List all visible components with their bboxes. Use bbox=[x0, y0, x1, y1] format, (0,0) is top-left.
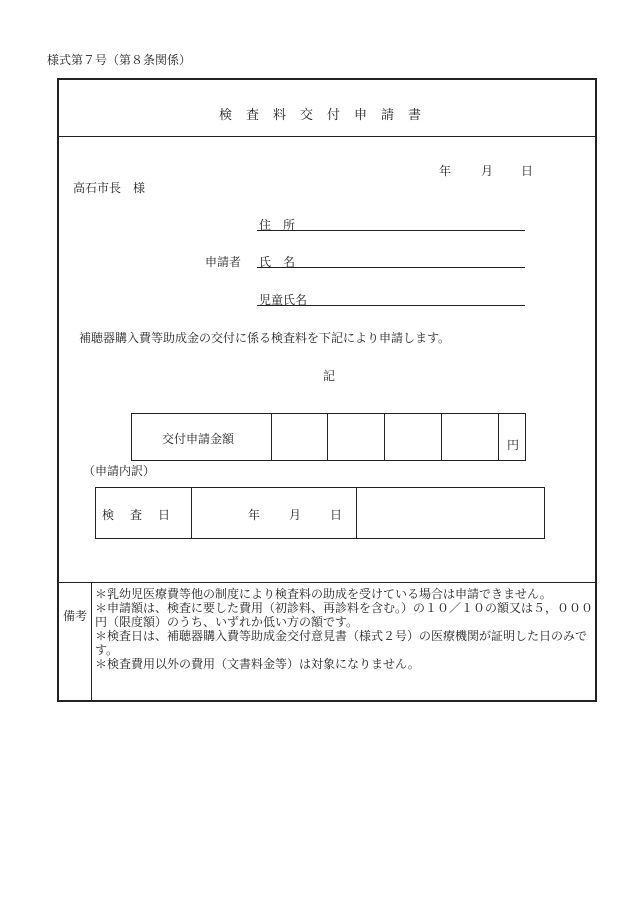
applicant-role-label: 申請者 bbox=[205, 255, 242, 269]
amount-digit-cell[interactable] bbox=[385, 414, 442, 460]
exam-divider-1 bbox=[191, 488, 192, 538]
exam-year-label: 年 bbox=[248, 508, 261, 522]
ki-label: 記 bbox=[323, 369, 336, 383]
child-name-label: 児童氏名 bbox=[259, 293, 308, 307]
note-item: ＊検査日は、補聴器購入費等助成金交付意見書（様式２号）の医療機関が証明した日のみです。 bbox=[95, 629, 588, 657]
exam-month-label: 月 bbox=[289, 508, 302, 522]
note-item: ＊検査費用以外の費用（文書料金等）は対象になりません。 bbox=[95, 657, 420, 671]
amount-digit-cell[interactable] bbox=[442, 414, 499, 460]
request-statement: 補聴器購入費等助成金の交付に係る検査料を下記により申請します。 bbox=[79, 331, 451, 345]
form-frame bbox=[57, 78, 597, 702]
date-month-label: 月 bbox=[481, 164, 494, 178]
name-label: 氏 名 bbox=[259, 255, 296, 269]
form-title: 検査料交付申請書 bbox=[218, 108, 435, 123]
title-row bbox=[59, 80, 595, 137]
exam-table bbox=[95, 487, 545, 539]
form-number-label: 様式第７号（第８条関係） bbox=[47, 53, 192, 67]
amount-label: 交付申請金額 bbox=[162, 432, 235, 446]
exam-divider-2 bbox=[356, 488, 357, 538]
name-field[interactable] bbox=[257, 267, 525, 268]
note-item: ＊申請額は、検査に要した費用（初診料、再診料を含む。）の１０／１０の額又は５，０００円（限度額）のうち、いずれか低い方の額です。 bbox=[95, 601, 594, 629]
amount-digit-cell[interactable] bbox=[271, 414, 328, 460]
date-day-label: 日 bbox=[521, 164, 534, 178]
notes-divider bbox=[91, 583, 92, 702]
address-label: 住 所 bbox=[259, 218, 296, 232]
child-name-field[interactable] bbox=[257, 305, 525, 306]
addressee: 高石市長 様 bbox=[73, 181, 146, 195]
amount-digit-cell[interactable] bbox=[328, 414, 385, 460]
breakdown-label: （申請内訳） bbox=[83, 464, 156, 478]
address-field[interactable] bbox=[257, 230, 525, 231]
date-year-label: 年 bbox=[439, 164, 452, 178]
exam-day-label: 日 bbox=[330, 508, 343, 522]
notes-list bbox=[95, 587, 597, 671]
notes-label: 備考 bbox=[63, 609, 88, 623]
note-item: ＊乳幼児医療費等他の制度により検査料の助成を受けている場合は申請できません。 bbox=[95, 587, 552, 601]
exam-date-label: 検 査 日 bbox=[102, 508, 173, 522]
notes-section bbox=[59, 583, 595, 702]
amount-table bbox=[131, 413, 526, 461]
yen-unit: 円 bbox=[507, 438, 520, 452]
